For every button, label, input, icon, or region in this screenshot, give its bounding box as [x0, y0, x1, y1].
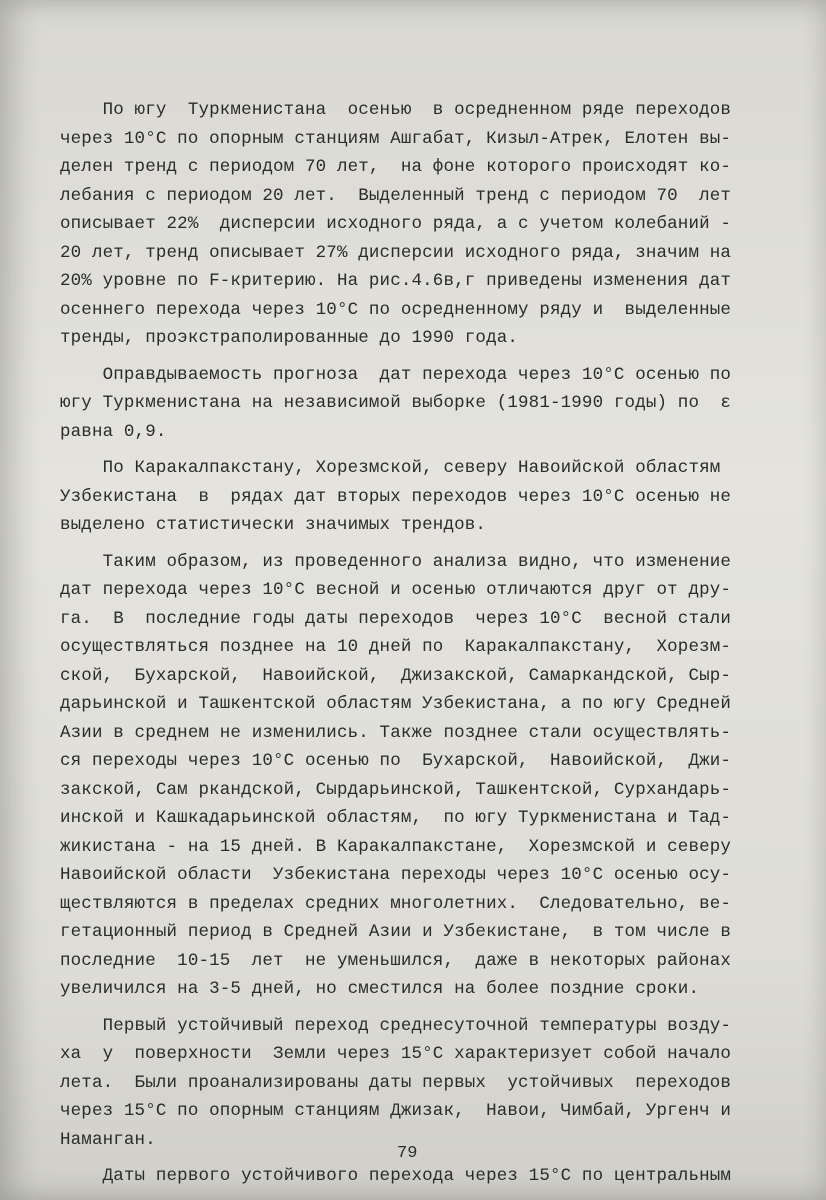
paragraph — [60, 1162, 776, 1191]
paragraph — [60, 1012, 776, 1155]
text-line: 20 лет, тренд описывает 27% дисперсии исходного ряда, значим на — [60, 242, 732, 263]
text-line: делен тренд с периодом 70 лет, на фоне которого происходят ко- — [60, 157, 732, 177]
text-line: инской и Кашкадарьинской областям, по югу Туркменистана и Тад- — [60, 808, 732, 828]
text-line: Первый устойчивый переход среднесуточной температуры возду- — [60, 1015, 732, 1036]
paragraph — [60, 361, 776, 447]
text-line: равна 0,9. — [60, 421, 167, 442]
paragraph — [60, 454, 776, 540]
text-line: ществляются в пределах средних многолетних. Следовательно, ве- — [60, 893, 732, 914]
paragraph — [60, 96, 776, 353]
text-line: Навоийской области Узбекистана переходы через 10°С осенью осу- — [60, 865, 732, 885]
text-line: тренды, проэкстраполированные до 1990 года. — [60, 328, 519, 348]
text-line: Таким образом, из проведенного анализа видно, что изменение — [60, 551, 732, 572]
text-line: дат перехода через 10°С весной и осенью отличаются друг от дру- — [60, 580, 732, 600]
text-line: осуществляться позднее на 10 дней по Каракалпакстану, Хорезм- — [60, 637, 732, 657]
text-line: гетационный период в Средней Азии и Узбекистане, в том числе в — [60, 922, 732, 942]
text-line: жикистана - на 15 дней. В Каракалпакстане, Хорезмской и северу — [60, 836, 732, 857]
text-line: По Каракалпакстану, Хорезмской, северу Навоийской областям — [60, 458, 721, 478]
text-line: описывает 22% дисперсии исходного ряда, а с учетом колебаний - — [60, 214, 732, 234]
text-line: По югу Туркменистана осенью в осредненном ряде переходов — [60, 100, 732, 120]
text-line: лебания с периодом 20 лет. Выделенный тренд с периодом 70 лет — [60, 185, 732, 206]
text-line: га. В последние годы даты переходов через 10°С весной стали — [60, 608, 732, 629]
text-line: югу Туркменистана на независимой выборке (1981-1990 годы) по ε — [60, 393, 732, 413]
text-line: 20% уровне по F-критерию. На рис.4.6в,г приведены изменения дат — [60, 271, 732, 291]
body-text — [60, 96, 776, 1199]
text-line: ской, Бухарской, Навоийской, Джизакской, Самаркандской, Сыр- — [60, 665, 732, 686]
text-line: дарьинской и Ташкентской областям Узбекистана, а по югу Средней — [60, 694, 732, 714]
text-line: выделено статистически значимых трендов. — [60, 515, 487, 535]
text-line: увеличился на 3-5 дней, но сместился на более поздние сроки. — [60, 979, 700, 999]
text-line: Наманган. — [60, 1129, 156, 1150]
paragraph — [60, 548, 776, 1004]
text-line: закской, Сам ркандской, Сырдарьинской, Ташкентской, Сурхандарь- — [60, 779, 732, 800]
page-number: 79 — [397, 1144, 418, 1163]
text-line: Азии в среднем не изменились. Также позднее стали осуществлять- — [60, 722, 732, 743]
text-line: ся переходы через 10°С осенью по Бухарской, Навоийской, Джи- — [60, 751, 732, 771]
text-line: лета. Были проанализированы даты первых устойчивых переходов — [60, 1072, 732, 1093]
text-line: осеннего перехода через 10°С по осредненному ряду и выделенные — [60, 299, 732, 320]
text-line: Оправдываемость прогноза дат перехода через 10°С осенью по — [60, 364, 732, 385]
text-line: через 10°С по опорным станциям Ашгабат, Кизыл-Атрек, Елотен вы- — [60, 128, 732, 149]
text-line: последние 10-15 лет не уменьшился, даже в некоторых районах — [60, 950, 732, 971]
text-line: Даты первого устойчивого перехода через 15°С по центральным — [60, 1166, 732, 1186]
text-line: через 15°С по опорным станциям Джизак, Навои, Чимбай, Ургенч и — [60, 1101, 732, 1121]
text-line: Узбекистана в рядах дат вторых переходов через 10°С осенью не — [60, 486, 732, 507]
text-line: ха у поверхности Земли через 15°С характеризует собой начало — [60, 1044, 732, 1064]
